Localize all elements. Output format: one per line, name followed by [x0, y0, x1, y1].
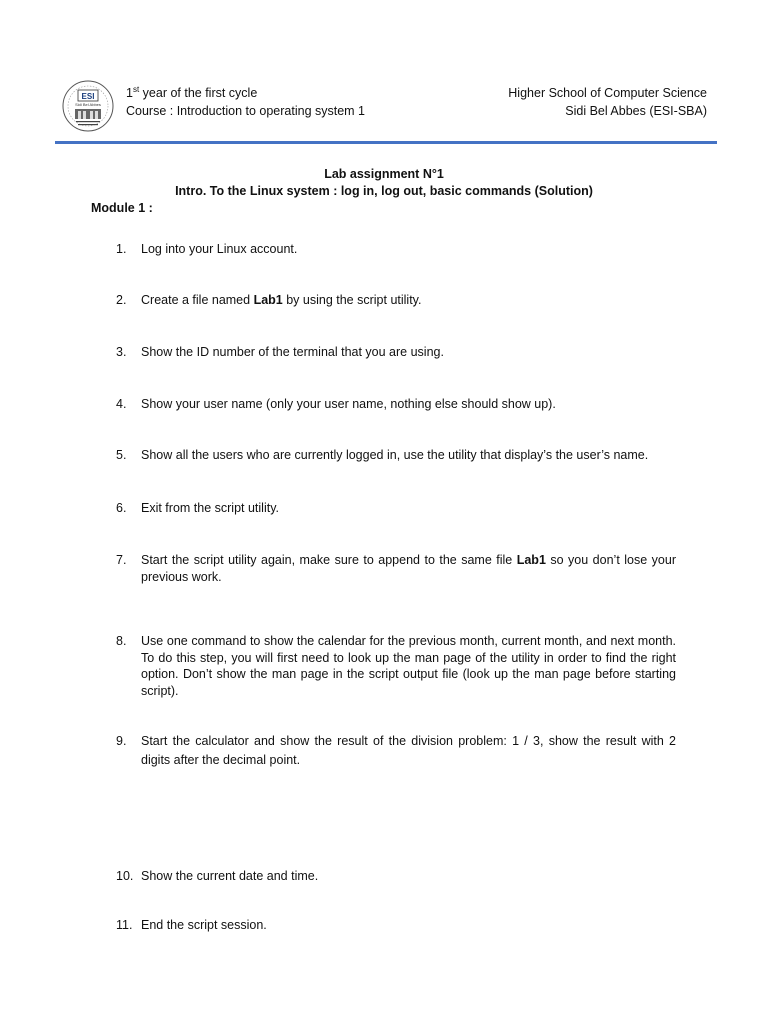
header-left — [126, 84, 365, 120]
school-name: Higher School of Computer Science — [508, 86, 707, 100]
module-heading: Module 1 : — [91, 201, 153, 215]
header-right — [508, 84, 707, 120]
school-location: Sidi Bel Abbes (ESI-SBA) — [565, 104, 707, 118]
year-line: 1st year of the first cycle — [126, 85, 258, 100]
document-page: ESI Sidi Bel Abbes 1st year of the first cycle Course : Introduction to operating system 1 Higher School of Computer Science Sidi Bel Abbes (ESI-SBA) Lab assignment N°1 Intro. To the Linux system : log in, log out, basic commands (Solution) Module 1 : 1. Log into your Linux account. 2. Create a file named Lab1 by using the script utility. 3. Show the ID number of the terminal that you are using. 4. Show your user name (only your user name, nothing else should show up). 5. Show all the users who are currently logged in, use the utility that display’s the user’s name. 6. Exit from the script utility. 7. Start the script utility again, make sure to append to the same file Lab1 so you don’t lose your previous work. 8. Use one command to show the calendar for the previous month, current month, and next month. To do this step, you will first need to look up the man page of the utility in order to find the right option. Don’t show the man page in the script output file (look up the man page before starting script). 9. Start the calculator and show the result of the division problem: 1 / 3, show the result with 2 digits after the decimal point. 10. Show the current date and time. 11. End the script session. — [0, 0, 768, 1024]
logo-text: ESI — [81, 92, 95, 101]
course-line: Course : Introduction to operating system 1 — [126, 104, 366, 118]
header-divider — [55, 141, 717, 144]
lab-title: Lab assignment N°1 — [324, 167, 444, 181]
school-logo — [62, 80, 114, 132]
lab-subtitle: Intro. To the Linux system : log in, log out, basic commands (Solution) — [175, 184, 593, 198]
logo-subtext: Sidi Bel Abbes — [75, 102, 101, 107]
